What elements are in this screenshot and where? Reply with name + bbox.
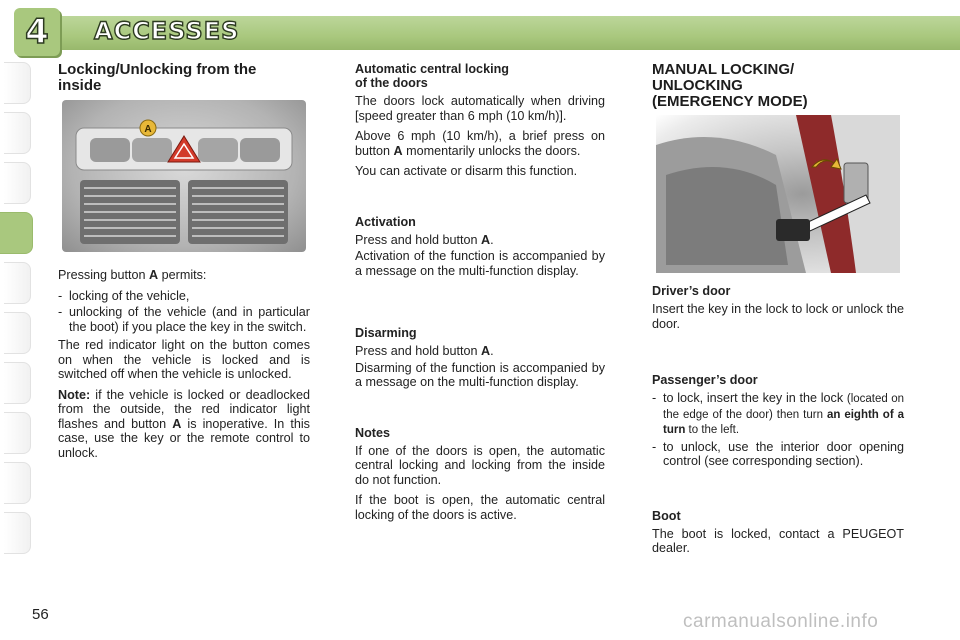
list-item: - unlocking of the vehicle (and in particular the boot) if you place the key in the switch. [58,305,310,334]
list-item: - locking of the vehicle, [58,289,310,304]
watermark: carmanualsonline.info [683,611,879,632]
chapter-number: 4 [25,12,49,52]
chapter-tabs [0,62,34,582]
chapter-tab[interactable] [4,112,31,154]
door-drawing [656,115,900,273]
drivers-door-heading: Driver’s door [652,284,731,298]
chapter-tab-active[interactable] [0,212,33,254]
disarming-heading: Disarming [355,326,417,340]
passenger-steps-list [652,391,904,469]
chapter-tab[interactable] [4,62,31,104]
note-paragraph: Note: if the vehicle is locked or deadlocked from the outside, the red indicator light flashes and button A is inoperative. In this case, use the key or the remote control to unlock. [58,387,310,460]
chapter-tab[interactable] [4,462,31,504]
chapter-tab[interactable] [4,262,31,304]
locking-button-a [132,138,172,162]
auto-paragraph-1: The doors lock automatically when driving [speed greater than 6 mph (10 km/h)]. [355,94,605,123]
passengers-door-heading: Passenger’s door [652,373,758,387]
auto-paragraph-2: Above 6 mph (10 km/h), a brief press on button A momentarily unlocks the doors. [355,129,605,158]
chapter-tab[interactable] [4,162,31,204]
page-number: 56 [32,606,49,623]
disarming-paragraph: Disarming of the function is accompanied by a message on the multi-function display. [355,360,605,389]
intro-paragraph: Pressing button A permits: [58,268,207,282]
button-right-inner [198,138,238,162]
middle-column [355,62,605,528]
section-heading-inside-locking: Locking/Unlocking from the inside [58,61,257,94]
left-column [58,62,310,102]
dashboard-drawing [62,100,306,252]
door-lock [776,219,810,241]
permits-list [58,289,310,335]
activation-press: Press and hold button A. [355,232,494,247]
auto-locking-heading: Automatic central locking of the doors [355,62,509,90]
button-a-marker-label: A [144,124,152,135]
notes-paragraph-1: If one of the doors is open, the automatic central locking and locking from the inside do not function. [355,443,605,487]
button-right-outer [240,138,280,162]
notes-heading: Notes [355,425,390,440]
chapter-tab[interactable] [4,312,31,354]
drivers-door-paragraph: Insert the key in the lock to lock or unlock the door. [652,302,904,331]
notes-paragraph-2: If the boot is open, the automatic central locking of the doors is active. [355,493,605,522]
list-item: - to lock, insert the key in the lock (located on the edge of the door) then turn an eighth of a turn to the left. [652,391,904,438]
chapter-tab[interactable] [4,512,31,554]
boot-heading: Boot [652,508,681,523]
chapter-badge [14,8,60,56]
chapter-tab[interactable] [4,362,31,404]
disarming-press: Press and hold button A. [355,344,494,358]
dashboard-locking-button-illustration [62,100,306,252]
activation-heading: Activation [355,214,416,229]
page-title: ACCESSES [94,17,240,45]
boot-paragraph: The boot is locked, contact a PEUGEOT dealer. [652,526,904,555]
red-light-paragraph: The red indicator light on the button comes on when the vehicle is locked and is switched off when the vehicle is unlocked. [58,338,310,381]
auto-paragraph-3: You can activate or disarm this function. [355,164,578,178]
section-heading-manual-locking: MANUAL LOCKING/ UNLOCKING (EMERGENCY MODE) [652,61,808,110]
right-column-body [652,284,904,562]
door-lock-illustration [656,115,900,273]
list-item: - to unlock, use the interior door opening control (see corresponding section). [652,440,904,469]
button-left-outer [90,138,130,162]
chapter-tab[interactable] [4,412,31,454]
right-column [652,62,904,118]
activation-paragraph: Activation of the function is accompanied by a message on the multi-function display. [355,249,605,278]
left-column-body [58,268,310,466]
